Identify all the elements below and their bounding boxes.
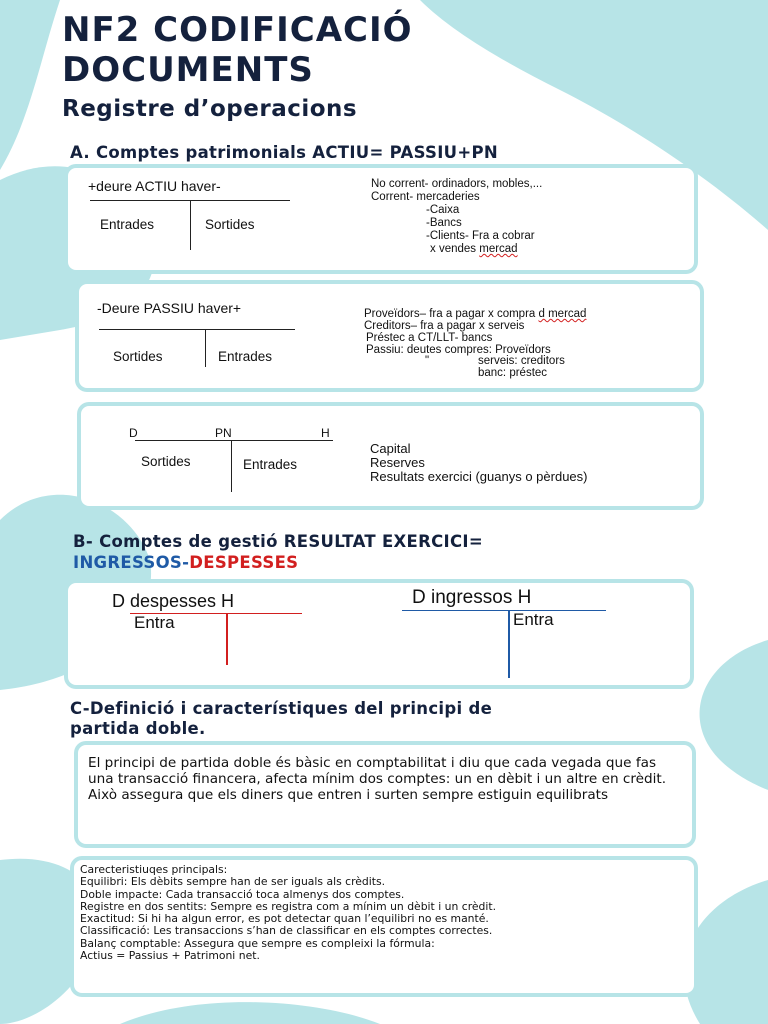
actiu-t-vertical: [190, 200, 191, 250]
actiu-note-6b: mercad: [479, 243, 518, 255]
section-c-heading: [70, 699, 492, 739]
passiu-right-label: Entrades: [218, 349, 273, 364]
passiu-card: [79, 284, 700, 388]
despesses-account-header: D despesses H: [112, 591, 235, 611]
despesses-left-label: Entra: [134, 613, 175, 632]
characteristics-text: Carecteristiuqes principals: Equilibri: Els dèbits sempre han de ser iguals als crèdits. Doble impacte: Cada transacció toca almenys dos comptes. Registre en dos sentits: Sempre es registra com a mínim un dèbit i un crèdit. Exactitud: Si hi ha algun error, es pot detectar quan l’equilibri no es manté. Classificació: Les transaccions s’han de classificar en els comptes correctes. Balanç comptable: Assegura que sempre es compleixi la fórmula: Actius = Passius + Patrimoni net.: [80, 863, 497, 963]
actiu-right-label: Sortides: [205, 217, 255, 232]
section-c-heading-line-2: partida doble.: [70, 719, 206, 738]
pn-right-label: Entrades: [243, 457, 298, 472]
passiu-note-1b: d mercad: [538, 308, 587, 320]
passiu-note-3: Préstec a CT/LLT- bancs: [366, 332, 493, 344]
title-line-2: DOCUMENTS: [62, 50, 314, 90]
ingressos-account-header: D ingressos H: [412, 587, 532, 608]
passiu-note-5: ": [425, 355, 430, 367]
passiu-note-7: banc: préstec: [478, 367, 548, 379]
page-subtitle: Registre d’operacions: [62, 96, 358, 122]
section-b-heading: [73, 531, 483, 573]
section-a-heading: A. Comptes patrimonials ACTIU= PASSIU+PN: [70, 143, 498, 162]
ingressos-label: INGRESSOS: [73, 553, 183, 572]
passiu-note-2: Creditors– fra a pagar x serveis: [364, 320, 525, 332]
section-b-heading-text: B- Comptes de gestió RESULTAT EXERCICI=: [73, 532, 483, 551]
definition-text: El principi de partida doble és bàsic en comptabilitat i diu que cada vegada que fas una transacció financera, afecta mínim dos comptes: un en dèbit i un altre en crèdit. Això assegura que els diners que entren i surten sempre estiguin equilibrats: [88, 755, 667, 803]
passiu-note-4: Passiu: deutes compres: Proveïdors: [366, 344, 551, 356]
characteristics-card: [74, 860, 694, 993]
pn-note-2: Reserves: [370, 455, 425, 470]
actiu-note-6a: x vendes: [430, 243, 477, 255]
pn-credit-label: H: [321, 426, 330, 440]
gestio-accounts-card: [68, 583, 690, 685]
pn-debit-label: D: [129, 426, 138, 440]
passiu-t-horizontal: [99, 329, 295, 330]
pn-left-label: Sortides: [141, 454, 191, 469]
actiu-left-label: Entrades: [100, 217, 155, 232]
actiu-note-3: -Caixa: [426, 204, 460, 216]
actiu-note-1: No corrent- ordinadors, mobles,...: [371, 178, 543, 190]
title-line-1: NF2 CODIFICACIÓ: [62, 10, 413, 50]
passiu-t-vertical: [205, 329, 206, 367]
actiu-card: [68, 168, 694, 270]
passiu-note-1a: Proveïdors– fra a pagar x compra: [364, 308, 536, 320]
despesses-t-vertical: [226, 613, 228, 665]
pn-account-label: PN: [215, 426, 232, 440]
pn-note-3: Resultats exercici (guanys o pèrdues): [370, 469, 588, 484]
actiu-note-4: -Bancs: [426, 217, 462, 229]
pn-card: [81, 406, 700, 506]
pn-t-horizontal: [135, 440, 333, 441]
despesses-label: DESPESSES: [189, 553, 299, 572]
passiu-account-header: -Deure PASSIU haver+: [97, 300, 242, 316]
definition-card: [78, 745, 692, 844]
pn-t-vertical: [231, 440, 232, 492]
actiu-account-header: +deure ACTIU haver-: [88, 178, 221, 194]
section-c-heading-line-1: C-Definició i característiques del principi de: [70, 699, 493, 718]
actiu-note-5: -Clients- Fra a cobrar: [426, 230, 535, 242]
page-title: [62, 10, 702, 90]
actiu-note-6: [430, 243, 518, 256]
ingressos-right-label: Entra: [513, 610, 554, 629]
ingressos-t-vertical: [508, 610, 510, 678]
pn-note-1: Capital: [370, 441, 411, 456]
passiu-note-6: serveis: creditors: [478, 355, 565, 367]
ingressos-t-horizontal: [402, 610, 606, 611]
actiu-note-2: Corrent- mercaderies: [371, 191, 480, 203]
passiu-left-label: Sortides: [113, 349, 163, 364]
ingressos-despesses-dash: -: [182, 553, 190, 572]
